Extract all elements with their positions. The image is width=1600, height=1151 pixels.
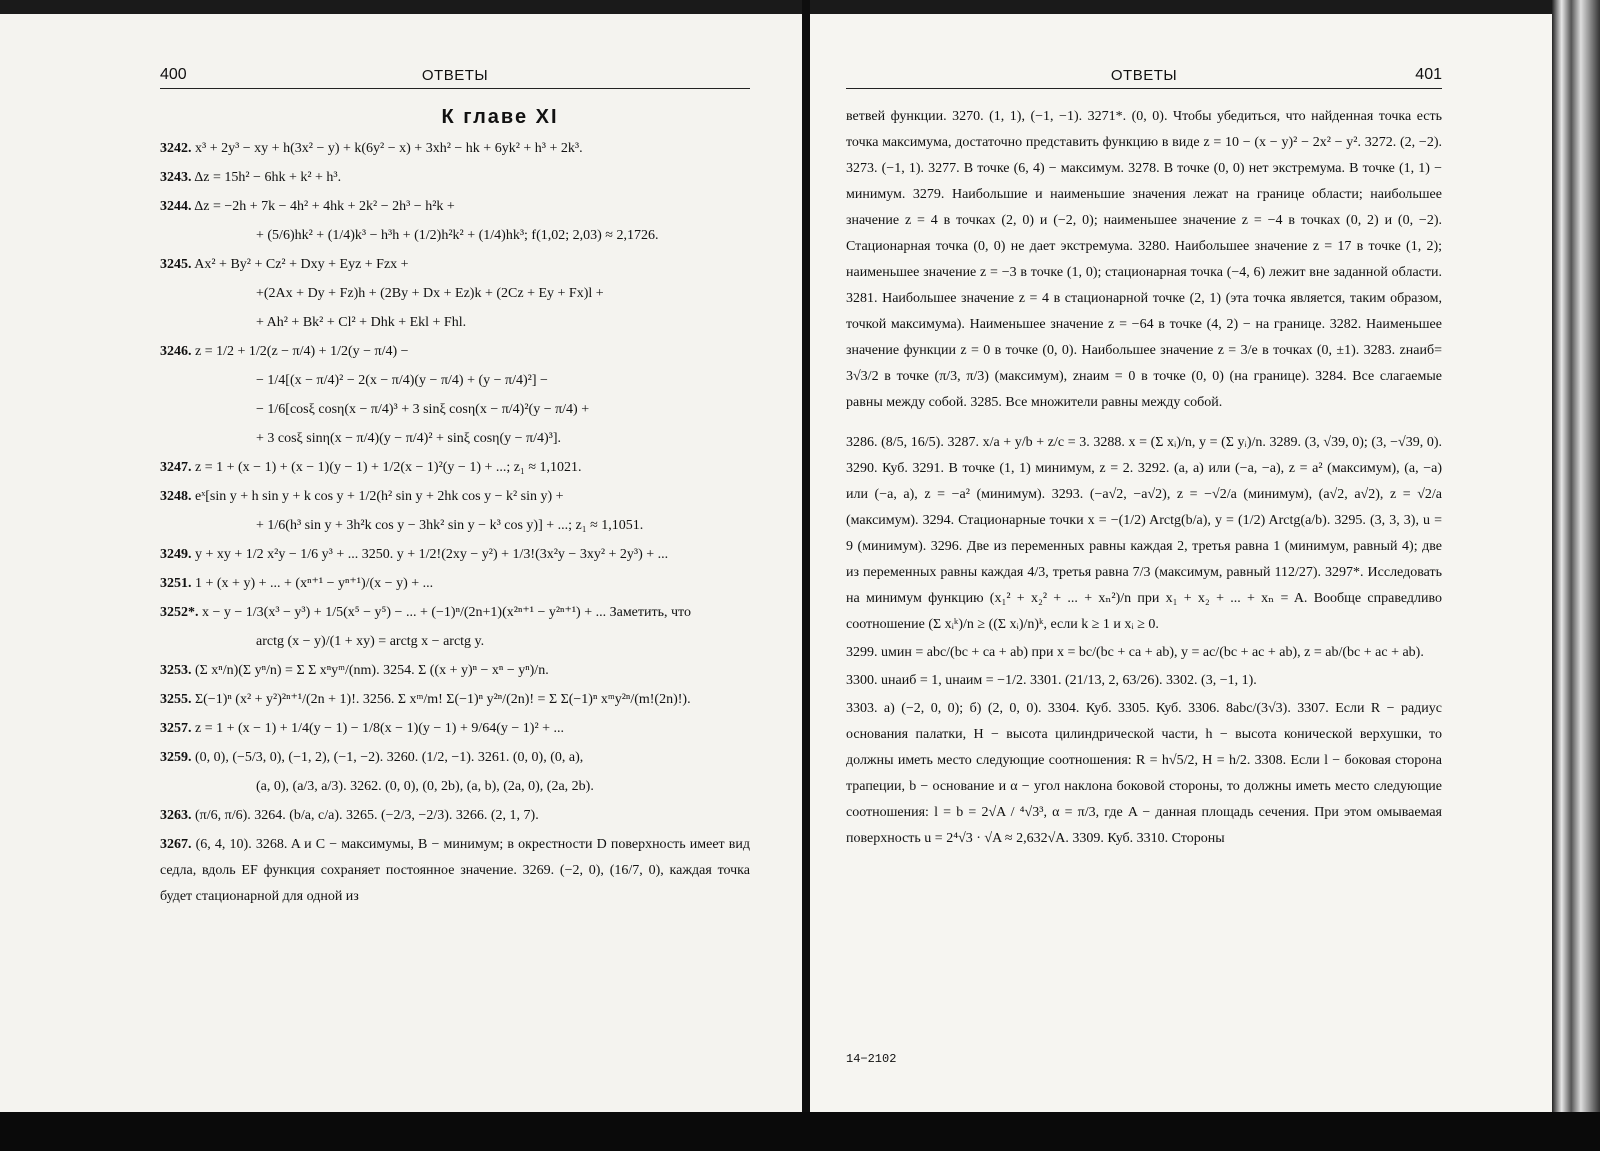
answer-text: z = 1 + (x − 1) + 1/4(y − 1) − 1/8(x − 1)(y − 1) + 9/64(y − 1)² + ... [195,721,565,736]
running-head-left: ОТВЕТЫ [421,67,489,84]
answer-text: eˣ[sin y + h sin y + k cos y + 1/2(h² sin y + 2hk cos y − k² sin y) + [195,489,564,504]
answer-text: (Σ xⁿ/n)(Σ yⁿ/n) = Σ Σ xⁿyᵐ/(nm). 3254. Σ ((x + y)ⁿ − xⁿ − yⁿ)/n. [195,663,549,678]
answer-number: 3257. [160,721,192,736]
answer-entry [160,368,750,394]
scan-bottom-shadow [0,1112,1600,1151]
answer-entry [160,571,750,597]
page-number-right: 401 [1415,66,1442,83]
answer-text: Δz = 15h² − 6hk + k² + h³. [194,170,342,185]
answer-text: + 1/6(h³ sin y + 3h²k cos y − 3hk² sin y − k³ cos y)] + ...; z₁ ≈ 1,1051. [256,518,644,533]
answer-text: x³ + 2y³ − xy + h(3x² − y) + k(6y² − x) + 3xh² − hk + 6yk² + h³ + 2k³. [195,141,583,156]
answer-text: + 3 cosξ sinη(x − π/4)(y − π/4)² + sinξ cosη(y − π/4)³]. [256,431,562,446]
right-page-body [846,104,1442,854]
answer-text: (6, 4, 10). 3268. A и C − максимумы, B − минимум; в окрестности D поверхность имеет вид седла, вдоль EF функция сохраняет постоянное значение. 3269. (−2, 0), (16/7, 0), каждая точка будет стационарной для одной из [160,837,751,904]
answer-entry [160,542,750,568]
answer-entry [160,281,750,307]
answer-number: 3253. [160,663,192,678]
answer-number: 3267. [160,837,192,852]
answer-number: 3248. [160,489,192,504]
answer-entry [160,136,750,162]
answer-entry [160,397,750,423]
answer-number: 3249. [160,547,192,562]
answer-text: +(2Ax + Dy + Fz)h + (2By + Dx + Ez)k + (2Cz + Ey + Fx)l + [256,286,604,301]
answers-paragraph-3: 3299. uмин = abc/(bc + ca + ab) при x = bc/(bc + ca + ab), y = ac/(bc + ac + ab), z = ab/(bc + ac + ab). [846,645,1424,660]
answer-entry [160,223,750,249]
answer-text: 1 + (x + y) + ... + (xⁿ⁺¹ − yⁿ⁺¹)/(x − y) + ... [195,576,434,591]
book-gutter [802,0,810,1151]
answer-number: 3252*. [160,605,199,620]
answer-entry [160,339,750,365]
answers-paragraph-4: 3300. uнаиб = 1, uнаим = −1/2. 3301. (21/13, 2, 63/26). 3302. (3, −1, 1). [846,673,1257,688]
answer-number: 3245. [160,257,192,272]
answer-text: z = 1/2 + 1/2(z − π/4) + 1/2(y − π/4) − [195,344,409,359]
answer-entry [160,455,750,481]
answer-number: 3263. [160,808,192,823]
left-page [0,14,802,1112]
answer-entry [160,484,750,510]
answer-entry [160,803,750,829]
answer-entry [160,774,750,800]
answer-text: − 1/4[(x − π/4)² − 2(x − π/4)(y − π/4) + (y − π/4)²] − [256,373,548,388]
answer-number: 3242. [160,141,192,156]
answer-entry [160,832,750,910]
answer-text: arctg (x − y)/(1 + xy) = arctg x − arctg y. [256,634,485,649]
answer-entry [160,310,750,336]
answer-text: Σ(−1)ⁿ (x² + y²)²ⁿ⁺¹/(2n + 1)!. 3256. Σ xᵐ/m! Σ(−1)ⁿ y²ⁿ/(2n)! = Σ Σ(−1)ⁿ xᵐy²ⁿ/(m!(2n)!). [195,692,691,707]
answer-text: z = 1 + (x − 1) + (x − 1)(y − 1) + 1/2(x − 1)²(y − 1) + ...; z₁ ≈ 1,1021. [195,460,582,475]
answers-paragraph-5: 3303. а) (−2, 0, 0); б) (2, 0, 0). 3304. Куб. 3305. Куб. 3306. 8abc/(3√3). 3307. Если R − радиус основания палатки, H − высота цилиндрической части, h − высота конической верхушки, то должны иметь место следующие соотношения: R = h√5/2, H = h/2. 3308. Если l − боковая сторона трапеции, b − основание и α − угол наклона боковой стороны, то должны иметь место следующие соотношения: l = b = 2√A / ⁴√3³, α = π/3, где A − данная площадь сечения. При этом омываемая поверхность u = 2⁴√3 · √A ≈ 2,632√A. 3309. Куб. 3310. Стороны [846,701,1442,846]
answer-text: (0, 0), (−5/3, 0), (−1, 2), (−1, −2). 3260. (1/2, −1). 3261. (0, 0), (0, a), [195,750,584,765]
answers-list [160,136,750,910]
left-page-body [160,104,750,913]
answer-entry [160,629,750,655]
book-edge [1552,0,1600,1151]
answers-paragraph-1: ветвей функции. 3270. (1, 1), (−1, −1). 3271*. (0, 0). Чтобы убедиться, что найденная точка есть точка максимума, достаточно представить функцию в виде z = 10 − (x − y)² − 2x² − y². 3272. (2, −2). 3273. (−1, 1). 3277. В точке (6, 4) − максимум. 3278. В точке (0, 0) нет экстремума. В точке (1, 1) − минимум. 3279. Наибольшие и наименьшие значения лежат на границе области; наибольшее значение z = 4 в точках (2, 0) и (−2, 0); наименьшее значение z = −4 в точках (0, 2) и (0, −2). Стационарная точка (0, 0) не дает экстремума. 3280. Наибольшее значение z = 17 в точке (1, 2); наименьшее значение z = −3 в точке (1, 0); стационарная точка (−4, 6) лежит вне заданной области. 3281. Наибольшее значение z = 4 в стационарной точке (2, 1) (эта точка является, таким образом, точкой максимума). Наименьшее значение z = −64 в точке (4, 2) − на границе. 3282. Наименьшее значение функции z = 0 в точке (0, 0). Наибольшее значение z = 3/e в точках (0, ±1). 3283. zнаиб= 3√3/2 в точке (π/3, π/3) (максимум), zнаим = 0 в точке (0, 0) (на границе). 3284. Все слагаемые равны между собой. 3285. Все множители равны между собой. [846,109,1442,410]
answer-text: + Ah² + Bk² + Cl² + Dhk + Ekl + Fhl. [256,315,467,330]
answer-number: 3246. [160,344,192,359]
answer-entry [160,426,750,452]
answer-text: y + xy + 1/2 x²y − 1/6 y³ + ... 3250. y + 1/2!(2xy − y²) + 1/3!(3x²y − 3xy² + 2y³) + ... [195,547,669,562]
answer-entry [160,658,750,684]
answer-entry [160,600,750,626]
printer-signature: 14−2102 [846,1052,897,1066]
answer-entry [160,252,750,278]
answer-entry [160,687,750,713]
answer-number: 3251. [160,576,192,591]
answer-text: (a, 0), (a/3, a/3). 3262. (0, 0), (0, 2b), (a, b), (2a, 0), (2a, 2b). [256,779,594,794]
answer-text: (π/6, π/6). 3264. (b/a, c/a). 3265. (−2/3, −2/3). 3266. (2, 1, 7). [195,808,539,823]
answer-entry [160,716,750,742]
chapter-title: К главе XI [441,106,559,128]
answer-number: 3247. [160,460,192,475]
answer-number: 3255. [160,692,192,707]
answer-number: 3244. [160,199,192,214]
answer-text: Ax² + By² + Cz² + Dxy + Eyz + Fzx + [194,257,409,272]
answer-entry [160,165,750,191]
answer-text: x − y − 1/3(x³ − y³) + 1/5(x⁵ − y⁵) − ... + (−1)ⁿ/(2n+1)(x²ⁿ⁺¹ − y²ⁿ⁺¹) + ... Заметить, что [202,605,691,620]
answer-entry [160,513,750,539]
answer-text: − 1/6[cosξ cosη(x − π/4)³ + 3 sinξ cosη(x − π/4)²(y − π/4) + [256,402,590,417]
answer-entry [160,194,750,220]
answers-paragraph-2: 3286. (8/5, 16/5). 3287. x/a + y/b + z/c = 3. 3288. x = (Σ xᵢ)/n, y = (Σ yᵢ)/n. 3289. (3, √39, 0); (3, −√39, 0). 3290. Куб. 3291. В точке (1, 1) минимум, z = 2. 3292. (a, a) или (−a, −a), z = a² (максимум), (a, −a) или (−a, a), z = −a² (минимум). 3293. (−a√2, −a√2), z = −√2/a (минимум), (a√2, a√2), z = √2/a (максимум). 3294. Стационарные точки x = −(1/2) Arctg(b/a), y = (1/2) Arctg(a/b). 3295. (3, 3, 3), u = 9 (минимум). 3296. Две из переменных равны каждая 2, третья равна 1 (минимум, равный 4); две из переменных равны каждая 4/3, третья равна 7/3 (максимум, равный 112/27). 3297*. Исследовать на минимум функцию (x₁² + x₂² + ... + xₙ²)/n при x₁ + x₂ + ... + xₙ = A. Вообще справедливо соотношение (Σ xᵢᵏ)/n ≥ ((Σ xᵢ)/n)ᵏ, если k ≥ 1 и xᵢ ≥ 0. [846,435,1442,632]
answer-entry [160,745,750,771]
right-page [810,14,1552,1112]
running-head-right: ОТВЕТЫ [1110,67,1178,84]
answer-number: 3243. [160,170,192,185]
answer-text: Δz = −2h + 7k − 4h² + 4hk + 2k² − 2h³ − h²k + [194,199,455,214]
answer-number: 3259. [160,750,192,765]
left-page-header [160,64,750,89]
answer-text: + (5/6)hk² + (1/4)k³ − h³h + (1/2)h²k² + (1/4)hk³; f(1,02; 2,03) ≈ 2,1726. [256,228,659,243]
page-number-left: 400 [160,66,187,83]
right-page-header [846,64,1442,89]
